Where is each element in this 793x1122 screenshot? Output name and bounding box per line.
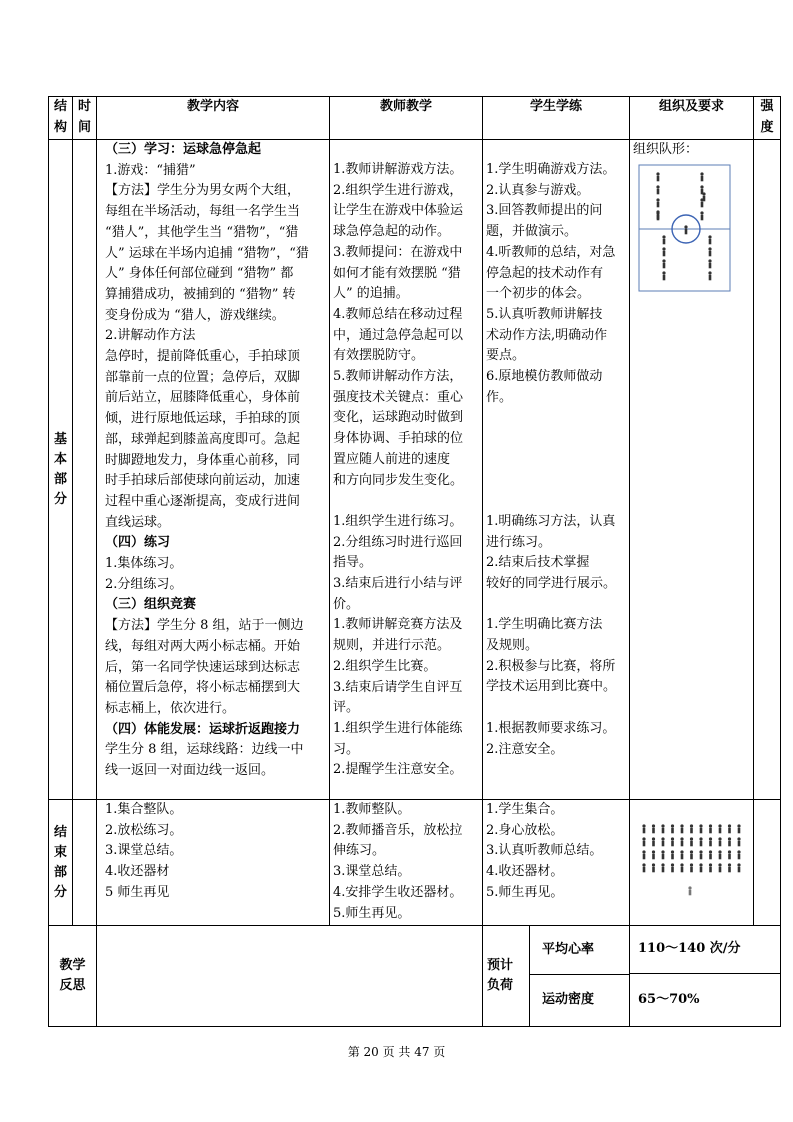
student-figure — [661, 824, 664, 833]
student-figure — [661, 850, 664, 859]
student-figure — [737, 850, 740, 859]
student-figure — [670, 863, 673, 872]
basic-content-line: 线，每组对两大两小标志桶。开始 — [105, 638, 301, 654]
basic-content-line: 1.集体练习。 — [105, 556, 183, 572]
header-intensity: 强 度 — [754, 97, 781, 140]
lesson-plan-table — [48, 96, 781, 1027]
basic-teacher-line: 2.分组练习时进行巡回 — [333, 534, 463, 550]
basic-student-line: 学技术运用到比赛中。 — [486, 679, 617, 695]
basic-student-line: 及规则。 — [486, 638, 539, 654]
basic-teacher-line: 2.提醒学生注意安全。 — [333, 762, 463, 778]
basic-teacher-line — [333, 491, 479, 512]
basic-content-line: （三）组织竞赛 — [105, 597, 197, 613]
ending-content-line: 1.集合整队。 — [105, 802, 183, 817]
page-footer: 第 20 页 共 47 页 — [347, 1045, 446, 1059]
basic-teacher-line: 3.教师提问：在游戏中 — [333, 244, 463, 260]
basic-content-line: 人” 身体任何部位碰到 “猎物” 都 — [105, 266, 294, 282]
basic-student-line: 术动作方法,明确动作 — [486, 327, 608, 343]
student-figure — [699, 850, 702, 859]
teacher-figure — [688, 886, 691, 895]
basic-student-line — [486, 698, 626, 719]
ending-teacher-line: 2.教师播音乐，放松拉 — [333, 822, 463, 838]
teacher-figure — [684, 225, 687, 234]
reflection-content-cell — [97, 926, 483, 1027]
ending-teacher-line: 伸练习。 — [333, 843, 386, 859]
ending-time-cell — [73, 800, 97, 926]
basic-teacher-line: 身体协调、手拍球的位 — [333, 431, 464, 447]
student-figure — [680, 850, 683, 859]
basic-teacher-line: 习。 — [333, 741, 360, 757]
basic-content-line: 学生分 8 组，运球线路：边线一中 — [105, 742, 304, 758]
student-figure — [642, 824, 645, 833]
load-label: 预计 负荷 — [483, 926, 530, 1026]
student-figure — [662, 235, 665, 244]
student-figure — [718, 850, 721, 859]
density-value: 65～70% — [630, 974, 781, 1027]
student-figure — [708, 235, 711, 244]
student-figure — [651, 863, 654, 872]
org-formation-label: 组织队形： — [633, 142, 699, 157]
basic-student-line — [486, 450, 626, 471]
ending-organization-cell — [630, 800, 754, 926]
basic-content-line: 人” 运球在半场内追捕 “猎物”，“猎 — [105, 245, 309, 261]
basic-content-line: 【方法】学生分为男女两个大组， — [105, 183, 301, 199]
ending-teacher-line: 5.师生再见。 — [333, 905, 411, 921]
student-figure — [656, 198, 659, 207]
student-figure — [700, 211, 703, 220]
student-figure — [670, 850, 673, 859]
student-figure — [708, 837, 711, 846]
basic-teacher-line: 和方向同步发生变化。 — [333, 472, 464, 488]
basic-student-line: 作。 — [486, 389, 513, 405]
basic-student-line — [486, 471, 626, 492]
basic-student-line — [486, 408, 626, 429]
basic-time-cell — [73, 140, 97, 800]
header-student: 学生学练 — [483, 97, 630, 140]
ending-content-line: 2.放松练习。 — [105, 822, 183, 838]
ending-teacher-line: 4.安排学生收还器材。 — [333, 884, 463, 900]
student-figure — [680, 837, 683, 846]
ending-student-line: 3.认真听教师总结。 — [486, 843, 603, 859]
ending-content-line: 4.收还器材 — [105, 864, 170, 880]
basic-student-line: 5.认真听教师讲解技 — [486, 306, 603, 322]
basic-content-line: 过程中重心逐渐提高，变成行进间 — [105, 493, 301, 509]
basic-content-line: 标志桶上，依次进行。 — [105, 700, 236, 716]
header-row — [49, 97, 781, 140]
formation-diagram — [638, 164, 732, 294]
basic-student-line: 2.认真参与游戏。 — [486, 182, 590, 198]
basic-content-line: 2.分组练习。 — [105, 576, 183, 592]
ending-content-line: 3.课堂总结。 — [105, 843, 183, 859]
student-figure — [670, 837, 673, 846]
basic-teacher-line: 评。 — [333, 700, 360, 716]
basic-student-line: 1.学生明确游戏方法。 — [486, 162, 616, 177]
student-figure — [689, 863, 692, 872]
basic-teacher-cell — [330, 140, 483, 800]
header-structure: 结 构 — [49, 97, 73, 140]
basic-teacher-line: 强度技术关键点：重心 — [333, 389, 464, 405]
student-figure — [708, 259, 711, 268]
basic-content-line: 部，球弹起到膝盖高度即可。急起 — [105, 431, 301, 447]
basic-content-line: 前后站立，屈膝降低重心，身体前 — [105, 390, 301, 406]
basic-content-line: 【方法】学生分 8 组，站于一侧边 — [105, 618, 304, 634]
basic-teacher-line: 规则，并进行示范。 — [333, 638, 451, 654]
student-figure — [656, 210, 659, 219]
student-figure — [727, 863, 730, 872]
student-figure — [727, 824, 730, 833]
student-figure — [718, 824, 721, 833]
student-figure — [700, 172, 703, 181]
student-figure — [708, 850, 711, 859]
basic-teacher-line: 有效摆脱防守。 — [333, 348, 425, 364]
ending-teacher-cell — [330, 800, 483, 926]
student-figure — [689, 837, 692, 846]
basic-student-line: 3.回答教师提出的问 — [486, 203, 603, 219]
basic-student-line: 题，并做演示。 — [486, 224, 578, 240]
ending-student-line: 2.身心放松。 — [486, 822, 564, 838]
student-figure — [661, 837, 664, 846]
student-figure — [680, 824, 683, 833]
basic-teacher-line: 价。 — [333, 596, 360, 612]
student-figure — [708, 824, 711, 833]
student-figure — [651, 824, 654, 833]
basic-teacher-line: 1.组织学生进行体能练 — [333, 720, 463, 736]
basic-teacher-line: 球急停急起的动作。 — [333, 224, 451, 240]
basic-teacher-line: 人” 的追捕。 — [333, 286, 409, 302]
basic-student-line — [486, 595, 626, 616]
heart-rate-label: 平均心率 — [530, 926, 629, 975]
basic-student-line: 6.原地模仿教师做动 — [486, 369, 603, 385]
basic-content-line: “猎人”，其他学生当 “猎物”，“猎 — [105, 224, 299, 240]
basic-student-line: 1.明确练习方法，认真 — [486, 513, 616, 529]
basic-teacher-line: 让学生在游戏中体验运 — [333, 203, 464, 219]
student-figure — [642, 837, 645, 846]
reflection-label: 教学 反思 — [49, 926, 97, 1027]
student-figure — [699, 824, 702, 833]
basic-section-row — [49, 140, 781, 800]
student-figure — [708, 271, 711, 280]
basic-content-line: 后，第一名同学快速运球到达标志 — [105, 659, 301, 675]
ending-teacher-line: 1.教师整队。 — [333, 802, 411, 817]
basic-student-line: 进行练习。 — [486, 534, 552, 550]
basic-teacher-line: 3.结束后进行小结与评 — [333, 576, 463, 592]
basic-content-line: 直线运球。 — [105, 514, 171, 530]
basic-student-line: 1.学生明确比赛方法 — [486, 617, 603, 633]
student-figure — [642, 863, 645, 872]
heart-rate-value: 110～140 次/分 — [630, 926, 781, 974]
student-figure — [718, 837, 721, 846]
basic-student-line — [486, 491, 626, 512]
basic-section-label: 基 本 部 分 — [49, 140, 73, 800]
basic-teacher-line: 4.教师总结在移动过程 — [333, 306, 463, 322]
basic-content-line: （三）学习：运球急停急起 — [105, 142, 262, 157]
student-figure — [727, 837, 730, 846]
basic-student-line: 较好的同学进行展示。 — [486, 575, 617, 591]
basic-content-line: 倾，进行原地低运球，手拍球的顶 — [105, 411, 301, 427]
ending-student-cell — [483, 800, 630, 926]
student-figure — [662, 259, 665, 268]
basic-student-cell — [483, 140, 630, 800]
student-figure — [689, 824, 692, 833]
student-figure — [708, 247, 711, 256]
student-figure — [727, 850, 730, 859]
student-figure — [670, 824, 673, 833]
basic-teacher-line: 置应随人前进的速度 — [333, 451, 451, 467]
student-figure — [642, 850, 645, 859]
basic-teacher-line: 变化，运球跑动时做到 — [333, 410, 464, 426]
ending-teacher-line: 3.课堂总结。 — [333, 864, 411, 880]
student-figure — [662, 247, 665, 256]
basic-student-line: 停急起的技术动作有 — [486, 265, 604, 281]
basic-student-line: 2.结束后技术掌握 — [486, 555, 590, 571]
basic-content-line: 部靠前一点的位置；急停后，双脚 — [105, 369, 301, 385]
basic-content-line: 时脚蹬地发力，身体重心前移，同 — [105, 452, 301, 468]
student-figure — [718, 863, 721, 872]
student-figure — [661, 863, 664, 872]
basic-content-line: 算捕猎成功，被捕到的 “猎物” 转 — [105, 286, 296, 302]
basic-content-line: 1.游戏：“捕猎” — [105, 162, 196, 178]
basic-teacher-line: 1.教师讲解游戏方法。 — [333, 162, 463, 177]
student-figure — [680, 863, 683, 872]
basic-student-line: 1.根据教师要求练习。 — [486, 720, 616, 736]
basic-content-line: 桶位置后急停，将小标志桶摆到大 — [105, 680, 301, 696]
student-figure — [651, 837, 654, 846]
header-content: 教学内容 — [97, 97, 330, 140]
header-time: 时 间 — [73, 97, 97, 140]
basic-student-line: 要点。 — [486, 348, 526, 364]
ending-student-line: 4.收还器材。 — [486, 864, 564, 880]
ending-content-line: 5 师生再见 — [105, 884, 170, 900]
assembly-formation-diagram — [638, 822, 746, 904]
basic-student-line: 一个初步的体会。 — [486, 286, 591, 302]
basic-organization-cell — [630, 140, 754, 800]
student-figure — [737, 863, 740, 872]
basic-student-line: 2.注意安全。 — [486, 741, 564, 757]
student-figure — [702, 192, 705, 201]
basic-content-line: 时手拍球后部使球向前运动，加速 — [105, 473, 301, 489]
basic-content-line: 线一返回一对面边线一返回。 — [105, 763, 275, 779]
basic-content-line: 每组在半场活动，每组一名学生当 — [105, 204, 301, 220]
basic-content-line: （四）练习 — [105, 535, 171, 551]
basic-teacher-line: 1.组织学生进行练习。 — [333, 513, 463, 529]
basic-intensity-cell — [754, 140, 781, 800]
header-teacher: 教师教学 — [330, 97, 483, 140]
load-cell — [483, 926, 630, 1027]
ending-intensity-cell — [754, 800, 781, 926]
student-figure — [737, 837, 740, 846]
basic-content-cell — [97, 140, 330, 800]
basic-teacher-line: 如何才能有效摆脱 “猎 — [333, 265, 461, 281]
basic-teacher-line: 1.教师讲解竞赛方法及 — [333, 617, 463, 633]
student-figure — [656, 185, 659, 194]
basic-teacher-line: 指导。 — [333, 555, 373, 571]
header-organization: 组织及要求 — [630, 97, 754, 140]
basic-teacher-line: 2.组织学生进行游戏， — [333, 182, 463, 198]
density-label: 运动密度 — [542, 992, 595, 1008]
ending-student-line: 5.师生再见。 — [486, 884, 564, 900]
student-figure — [699, 863, 702, 872]
ending-section-label: 结 束 部 分 — [49, 800, 73, 926]
student-figure — [651, 850, 654, 859]
ending-student-line: 1.学生集合。 — [486, 802, 564, 817]
student-figure — [699, 837, 702, 846]
student-figure — [656, 172, 659, 181]
basic-teacher-line: 5.教师讲解动作方法， — [333, 369, 463, 385]
basic-content-line: （四）体能发展：运球折返跑接力 — [105, 721, 301, 737]
basic-content-line: 急停时，提前降低重心，手拍球顶 — [105, 349, 301, 365]
student-figure — [662, 271, 665, 280]
basic-content-line: 变身份成为 “猎人，游戏继续。 — [105, 307, 285, 323]
basic-teacher-line: 中，通过急停急起可以 — [333, 327, 464, 343]
ending-content-cell — [97, 800, 330, 926]
basic-student-line: 4.听教师的总结，对急 — [486, 244, 616, 260]
basic-student-line: 2.积极参与比赛，将所 — [486, 658, 616, 674]
student-figure — [708, 863, 711, 872]
basic-student-line — [486, 429, 626, 450]
student-figure — [689, 850, 692, 859]
ending-section-row — [49, 800, 781, 926]
student-figure — [737, 824, 740, 833]
basic-teacher-line: 3.结束后请学生自评互 — [333, 679, 463, 695]
basic-teacher-line: 2.组织学生比赛。 — [333, 658, 437, 674]
reflection-row-1 — [49, 926, 781, 974]
basic-content-line: 2.讲解动作方法 — [105, 328, 196, 344]
